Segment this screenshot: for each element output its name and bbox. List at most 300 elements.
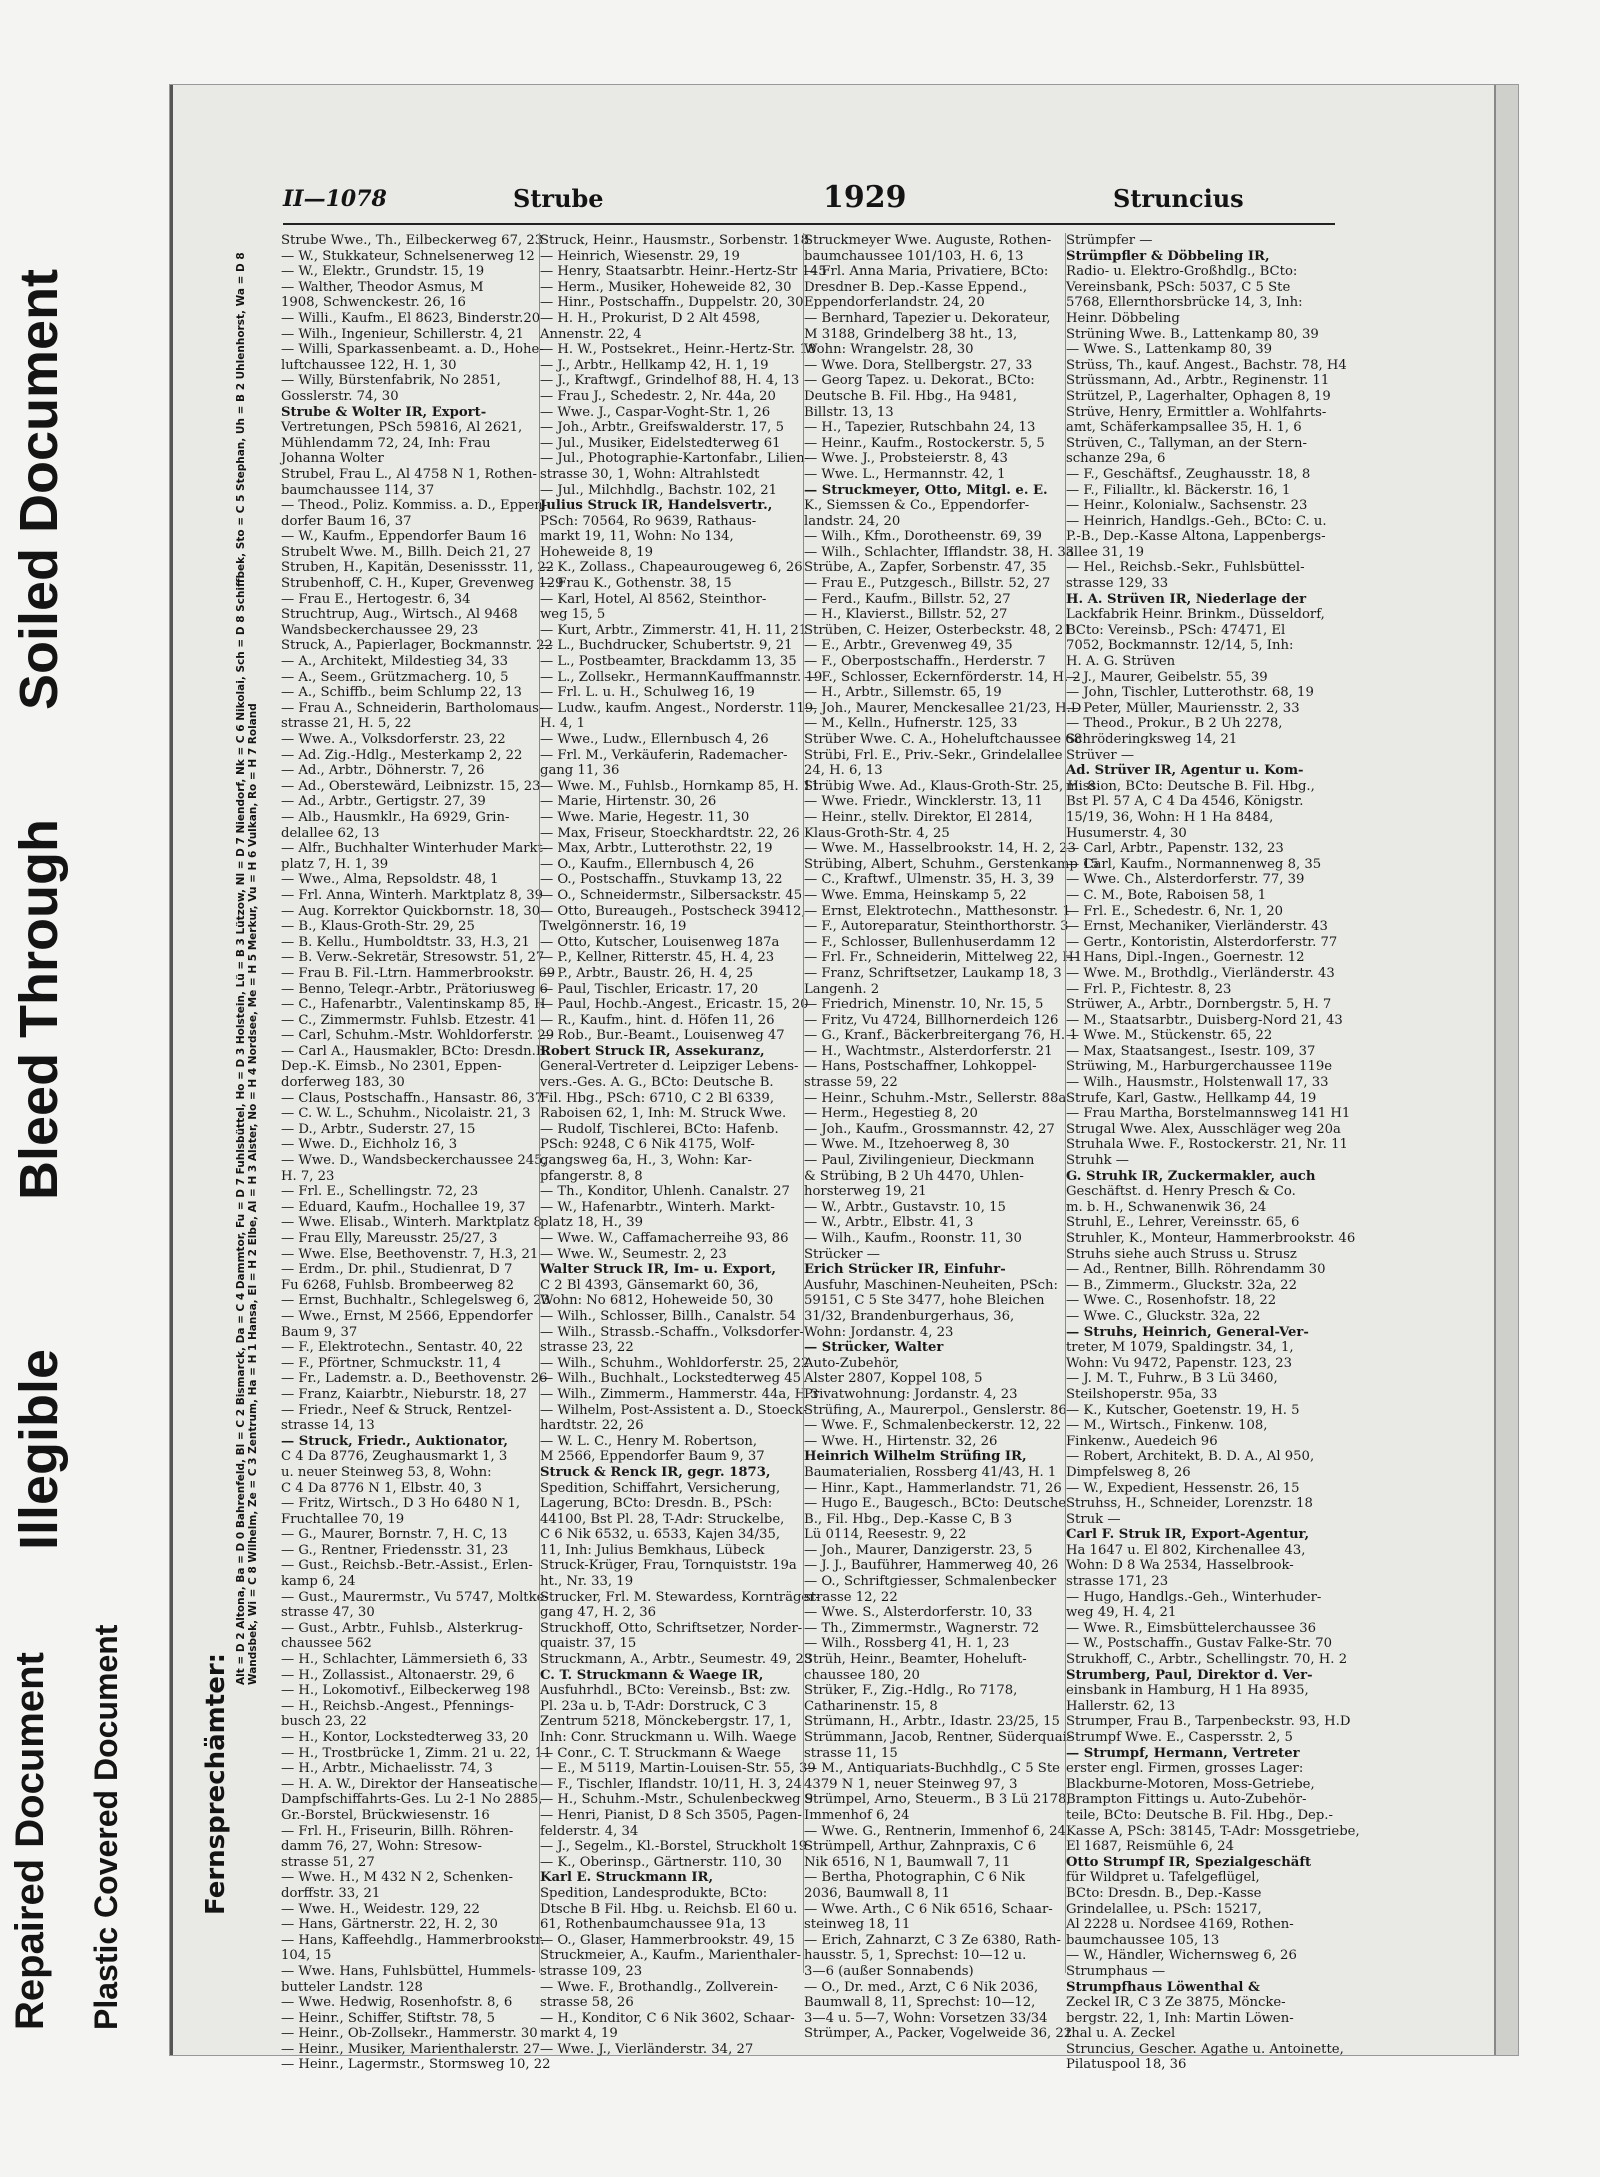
directory-entry: Brampton Fittings u. Auto-Zubehör-: [1066, 1792, 1307, 1808]
directory-entry: — W., Stukkateur, Schnelsenerweg 12: [281, 248, 535, 264]
directory-entry: 1908, Schwenckestr. 26, 16: [281, 295, 466, 311]
directory-entry: — Wwe. J., Caspar-Voght-Str. 1, 26: [540, 404, 771, 420]
directory-entry: — Erich, Zahnarzt, C 3 Ze 6380, Rath-: [804, 1932, 1061, 1948]
directory-entry: Julius Struck IR, Handelsvertr.,: [540, 498, 773, 514]
directory-entry: BCto: Vereinsb., PSch: 47471, El: [1066, 622, 1286, 638]
directory-entry: dorfer Baum 16, 37: [281, 513, 412, 529]
directory-entry: teile, BCto: Deutsche B. Fil. Hbg., Dep.-: [1066, 1807, 1333, 1823]
directory-entry: — Wwe. F., Brothandlg., Zollverein-: [540, 1979, 778, 1995]
directory-entry: — P., Kellner, Ritterstr. 45, H. 4, 23: [540, 950, 775, 966]
directory-entry: — Jul., Photographie-Kartonfabr., Lilien-: [540, 451, 810, 467]
directory-entry: — Max, Staatsangest., Isestr. 109, 37: [1066, 1043, 1316, 1059]
directory-entry: platz 7, H. 1, 39: [281, 856, 389, 872]
directory-entry: — H. A. W., Direktor der Hanseatische: [281, 1776, 538, 1792]
directory-entry: strasse 30, 1, Wohn: Altrahlstedt: [540, 466, 760, 482]
directory-entry: baumchaussee 114, 37: [281, 482, 435, 498]
directory-entry: — Carl A., Hausmakler, BCto: Dresdn.B.: [281, 1043, 550, 1059]
directory-entry: — Ad. Zig.-Hdlg., Mesterkamp 2, 22: [281, 747, 523, 763]
directory-entry: Struckmeier, A., Kaufm., Marienthaler-: [540, 1948, 801, 1964]
legend-secondary-labels: [88, 150, 158, 2030]
document-condition-legend: [0, 150, 170, 2030]
directory-entry: — Hel., Reichsb.-Sekr., Fuhlsbüttel-: [1066, 560, 1305, 576]
directory-entry: B., Fil. Hbg., Dep.-Kasse C, B 3: [804, 1511, 1013, 1527]
directory-entry: — Wwe. Hedwig, Rosenhofstr. 8, 6: [281, 1995, 513, 2011]
directory-entry: — Ernst, Elektrotechn., Matthesonstr. 1: [804, 903, 1071, 919]
directory-entry: 44100, Bst Pl. 28, T-Adr: Struckelbe,: [540, 1511, 785, 1527]
directory-entry: — Wwe. Marie, Hegestr. 11, 30: [540, 809, 750, 825]
directory-entry: — L., Buchdrucker, Schubertstr. 9, 21: [540, 638, 793, 654]
directory-entry: Heinr. Döbbeling: [1066, 310, 1180, 326]
directory-entry: — Frl. E., Schellingstr. 72, 23: [281, 1184, 479, 1200]
directory-entry: — Ad., Oberstewärd, Leibnizstr. 15, 23: [281, 778, 541, 794]
directory-entry: Strukhoff, C., Arbtr., Schellingstr. 70, H. 2: [1066, 1652, 1348, 1668]
directory-entry: — C. W. L., Schuhm., Nicolaistr. 21, 3: [281, 1106, 531, 1122]
directory-entry: — Wwe. S., Lattenkamp 80, 39: [1066, 342, 1273, 358]
directory-entry: — M., Staatsarbtr., Duisberg-Nord 21, 43: [1066, 1012, 1343, 1028]
directory-entry: strasse 11, 15: [804, 1745, 898, 1761]
directory-entry: — B., Zimmerm., Gluckstr. 32a, 22: [1066, 1277, 1297, 1293]
directory-entry: — Strumpf, Hermann, Vertreter: [1066, 1745, 1300, 1761]
directory-entry: — O., Schriftgiesser, Schmalenbecker: [804, 1574, 1057, 1590]
directory-entry: — Aug. Korrektor Quickbornstr. 18, 30: [281, 903, 541, 919]
directory-entry: — W. L. C., Henry M. Robertson,: [540, 1433, 758, 1449]
directory-entry: — Wwe. Elisab., Winterh. Marktplatz 8: [281, 1215, 542, 1231]
directory-entry: butteler Landstr. 128: [281, 1979, 423, 1995]
directory-entry: Pl. 23a u. b, T-Adr: Dorstruck, C 3: [540, 1698, 767, 1714]
directory-entry: Strufe, Karl, Gastw., Hellkamp 44, 19: [1066, 1090, 1317, 1106]
directory-entry: Al 2228 u. Nordsee 4169, Rothen-: [1066, 1917, 1294, 1933]
directory-entry: erster engl. Firmen, grosses Lager:: [1066, 1761, 1304, 1777]
directory-entry: — Ernst, Mechaniker, Vierländerstr. 43: [1066, 919, 1328, 935]
directory-entry: — Ad., Arbtr., Gertigstr. 27, 39: [281, 794, 486, 810]
page-edge: [1494, 85, 1518, 2055]
directory-entry: — H., Kontor, Lockstedterweg 33, 20: [281, 1730, 529, 1745]
directory-entry: Wohn: Wrangelstr. 28, 30: [804, 342, 974, 358]
directory-entry: — Alfr., Buchhalter Winterhuder Markt-: [281, 841, 548, 857]
directory-entry: — A., Schiffb., beim Schlump 22, 13: [281, 685, 522, 701]
directory-entry: — Wilh., Ingenieur, Schillerstr. 4, 21: [281, 326, 524, 342]
directory-entry: General-Vertreter d. Leipziger Lebens-: [540, 1059, 799, 1075]
directory-entry: gangsweg 6a, H., 3, Wohn: Kar-: [540, 1153, 752, 1169]
directory-entry: Schröderingksweg 14, 21: [1066, 732, 1238, 747]
directory-entry: — Wwe. Ch., Alsterdorferstr. 77, 39: [1066, 872, 1305, 888]
directory-entry: Strübi, Frl. E., Priv.-Sekr., Grindelallee: [804, 747, 1063, 763]
directory-entry: — H., Schuhm.-Mstr., Schulenbeckweg 9: [540, 1792, 814, 1808]
directory-entry: — Rob., Bur.-Beamt., Louisenweg 47: [540, 1028, 785, 1044]
directory-entry: felderstr. 4, 34: [540, 1823, 639, 1839]
directory-entry: hardtstr. 22, 26: [540, 1418, 644, 1434]
legend-primary-labels: [8, 150, 78, 2030]
directory-entry: Strümpell, Arthur, Zahnpraxis, C 6: [804, 1839, 1037, 1855]
directory-entry: — J. M. T., Fuhrw., B 3 Lü 3460,: [1066, 1371, 1278, 1387]
directory-entry: Strumberg, Paul, Direktor d. Ver-: [1066, 1667, 1313, 1683]
directory-entry: Baumaterialien, Rossberg 41/43, H. 1: [804, 1464, 1057, 1480]
directory-entry: Struk —: [1066, 1511, 1121, 1527]
directory-entry: M 3188, Grindelberg 38 ht., 13,: [804, 326, 1018, 342]
directory-entry: — Struckmeyer, Otto, Mitgl. e. E.: [804, 482, 1048, 498]
directory-entry: Langenh. 2: [804, 981, 880, 997]
directory-entry: Vertretungen, PSch 59816, Al 2621,: [281, 420, 523, 436]
directory-entry: ht., Nr. 33, 19: [540, 1574, 634, 1590]
directory-entry: Eppendorferlandstr. 24, 20: [804, 295, 985, 311]
directory-column-4: [1065, 233, 1360, 2073]
directory-entry: 3—4 u. 5—7, Wohn: Vorsetzen 33/34: [804, 2010, 1048, 2026]
directory-entry: — M., Antiquariats-Buchhdlg., C 5 Ste: [804, 1761, 1060, 1777]
directory-entry: — Max, Arbtr., Lutterothstr. 22, 19: [540, 841, 773, 857]
directory-entry: Kasse A, PSch: 38145, T-Adr: Mossgetriebe,: [1066, 1823, 1360, 1839]
directory-entry: markt 4, 19: [540, 2026, 618, 2042]
directory-entry: — Heinrich, Wiesenstr. 29, 19: [540, 248, 740, 264]
directory-entry: — Georg Tapez. u. Dekorat., BCto:: [804, 373, 1035, 389]
directory-entry: Strümpfler & Döbbeling IR,: [1066, 248, 1270, 264]
directory-entry: Strüh, Heinr., Beamter, Hoheluft-: [804, 1652, 1027, 1668]
directory-entry: — Struhs, Heinrich, General-Ver-: [1066, 1324, 1309, 1340]
directory-entry: — H. H., Prokurist, D 2 Alt 4598,: [540, 310, 761, 326]
directory-entry: Steilshoperstr. 95a, 33: [1066, 1386, 1218, 1402]
directory-entry: — P., Arbtr., Baustr. 26, H. 4, 25: [540, 965, 754, 981]
directory-entry: Strüwer, A., Arbtr., Dornbergstr. 5, H. 7: [1066, 997, 1332, 1013]
directory-entry: Robert Struck IR, Assekuranz,: [540, 1043, 765, 1059]
directory-entry: — Heinr., Lagermstr., Stormsweg 10, 22: [281, 2057, 551, 2073]
directory-entry: quaistr. 37, 15: [540, 1636, 637, 1652]
directory-entry: — Conr., C. T. Struckmann & Waege: [540, 1745, 781, 1761]
directory-entry: — F., Schlosser, Eckernförderstr. 14, H. 2: [804, 669, 1081, 685]
directory-entry: Strube Wwe., Th., Eilbeckerweg 67, 23: [281, 233, 544, 248]
directory-entry: — F., Tischler, Iflandstr. 10/11, H. 3, 24: [540, 1776, 802, 1792]
directory-entry: — W., Arbtr., Gustavstr. 10, 15: [804, 1199, 1006, 1215]
directory-entry: P.-B., Dep.-Kasse Altona, Lappenbergs-: [1066, 529, 1326, 545]
directory-entry: bergstr. 22, 1, Inh: Martin Löwen-: [1066, 2010, 1294, 2026]
directory-entry: Gosslerstr. 74, 30: [281, 388, 399, 404]
directory-entry: treter, M 1079, Spaldingstr. 34, 1,: [1066, 1340, 1294, 1356]
directory-entry: — Hinr., Postschaffn., Duppelstr. 20, 30: [540, 295, 804, 311]
directory-entry: — Otto, Kutscher, Louisenweg 187a: [540, 934, 780, 950]
directory-entry: — D., Arbtr., Suderstr. 27, 15: [281, 1121, 476, 1137]
directory-entry: Heinrich Wilhelm Strüfing IR,: [804, 1449, 1027, 1465]
directory-entry: — Franz, Schriftsetzer, Laukamp 18, 3: [804, 965, 1062, 981]
directory-entry: 61, Rothenbaumchaussee 91a, 13: [540, 1917, 766, 1933]
directory-entry: — Ferd., Kaufm., Billstr. 52, 27: [804, 591, 1011, 607]
directory-entry: Otto Strumpf IR, Spezialgeschäft: [1066, 1854, 1312, 1870]
directory-entry: — Herm., Musiker, Hoheweide 82, 30: [540, 279, 792, 295]
directory-entry: Strübig Wwe. Ad., Klaus-Groth-Str. 25, H. 8: [804, 778, 1096, 794]
directory-entry: Dtsche B Fil. Hbg. u. Reichsb. El 60 u.: [540, 1901, 798, 1917]
directory-entry: — Gust., Arbtr., Fuhlsb., Alsterkrug-: [281, 1620, 523, 1636]
directory-entry: — Frau K., Gothenstr. 38, 15: [540, 576, 732, 592]
directory-entry: — Theod., Prokur., B 2 Uh 2278,: [1066, 716, 1283, 732]
directory-entry: Dresdner B. Dep.-Kasse Eppend.,: [804, 279, 1028, 295]
directory-entry: — Paul, Zivilingenieur, Dieckmann: [804, 1153, 1035, 1169]
directory-entry: Ad. Strüver IR, Agentur u. Kom-: [1066, 763, 1304, 779]
directory-entry: Bst Pl. 57 A, C 4 Da 4546, Königstr.: [1066, 794, 1304, 810]
directory-entry: strasse 109, 23: [540, 1963, 643, 1979]
directory-entry: 11, Inh: Julius Bemkhaus, Lübeck: [540, 1542, 765, 1558]
directory-entry: — B. Kellu., Humboldtstr. 33, H.3, 21: [281, 934, 530, 950]
directory-entry: C. T. Struckmann & Waege IR,: [540, 1667, 764, 1683]
directory-entry: — Fr., Lademstr. a. D., Beethovenstr. 26: [281, 1371, 548, 1387]
directory-entry: — Fritz, Wirtsch., D 3 Ho 6480 N 1,: [281, 1496, 521, 1512]
directory-entry: — Wwe. Arth., C 6 Nik 6516, Schaar-: [804, 1901, 1053, 1917]
directory-entry: — O., Kaufm., Ellernbusch 4, 26: [540, 856, 755, 872]
directory-entry: strasse 59, 22: [804, 1075, 898, 1091]
directory-entry: — Wwe. Else, Beethovenstr. 7, H.3, 21: [281, 1246, 539, 1262]
directory-entry: — Max, Friseur, Stoeckhardtstr. 22, 26: [540, 825, 800, 841]
directory-entry: — F., Elektrotechn., Sentastr. 40, 22: [281, 1340, 524, 1356]
directory-entry: — Friedr., Neef & Struck, Rentzel-: [281, 1402, 512, 1418]
directory-entry: — Heinr., stellv. Direktor, El 2814,: [804, 809, 1033, 825]
directory-entry: Strucker, Frl. M. Stewardess, Kornträger-: [540, 1589, 820, 1605]
directory-entry: allee 31, 19: [1066, 544, 1145, 560]
directory-entry: Ha 1647 u. El 802, Kirchenallee 43,: [1066, 1542, 1306, 1558]
directory-entry: — Frl. E., Schedestr. 6, Nr. 1, 20: [1066, 903, 1284, 919]
directory-entry: — H., Trostbrücke 1, Zimm. 21 u. 22, 11: [281, 1745, 552, 1761]
directory-entry: & Strübing, B 2 Uh 4470, Uhlen-: [804, 1168, 1024, 1184]
directory-entry: Carl F. Struk IR, Export-Agentur,: [1066, 1527, 1310, 1543]
directory-entry: Strugal Wwe. Alex, Ausschläger weg 20a: [1066, 1121, 1341, 1137]
directory-entry: — M., Kelln., Hufnerstr. 125, 33: [804, 716, 1018, 732]
directory-entry: Erich Strücker IR, Einfuhr-: [804, 1262, 1006, 1278]
directory-entry: — Heinr., Kaufm., Rostockerstr. 5, 5: [804, 435, 1045, 451]
directory-entry: — Paul, Hochb.-Angest., Ericastr. 15, 20: [540, 997, 809, 1013]
directory-entry: Strützel, P., Lagerhalter, Ophagen 8, 19: [1066, 388, 1331, 404]
directory-entry: 15/19, 36, Wohn: H 1 Ha 8484,: [1066, 809, 1274, 825]
directory-entry: — J., Segelm., Kl.-Borstel, Struckholt 19: [540, 1839, 808, 1855]
directory-entry: — Joh., Maurer, Danzigerstr. 23, 5: [804, 1542, 1033, 1558]
directory-entry: — Karl, Hotel, Al 8562, Steinthor-: [540, 591, 767, 607]
directory-entry: — Henri, Pianist, D 8 Sch 3505, Pagen-: [540, 1807, 802, 1823]
directory-entry: Fu 6268, Fuhlsb. Brombeerweg 82: [281, 1277, 515, 1293]
directory-entry: — W., Elektr., Grundstr. 15, 19: [281, 264, 485, 280]
directory-entry: Inh: Conr. Struckmann u. Wilh. Waege: [540, 1730, 797, 1745]
directory-entry: — H., Lokomotivf., Eilbeckerweg 198: [281, 1683, 531, 1699]
directory-entry: Strubenhoff, C. H., Kuper, Grevenweg 129: [281, 576, 564, 592]
directory-entry: busch 23, 22: [281, 1714, 367, 1730]
directory-entry: El 1687, Reismühle 6, 24: [1066, 1839, 1234, 1855]
directory-entry: — Fritz, Vu 4724, Billhornerdeich 126: [804, 1012, 1059, 1028]
directory-entry: — J. J., Bauführer, Hammerweg 40, 26: [804, 1558, 1059, 1574]
directory-entry: Strüber Wwe. C. A., Hoheluftchaussee 68: [804, 732, 1082, 747]
directory-entry: — Wilh., Buchhalt., Lockstedterweg 45: [540, 1371, 802, 1387]
directory-entry: — Hugo E., Baugesch., BCto: Deutsche: [804, 1496, 1067, 1512]
directory-entry: — Frau J., Schedestr. 2, Nr. 44a, 20: [540, 388, 776, 404]
directory-entry: — Gust., Maurermstr., Vu 5747, Moltke-: [281, 1589, 549, 1605]
directory-entry: — Joh., Arbtr., Greifswalderstr. 17, 5: [540, 420, 784, 436]
directory-entry: — Joh., Kaufm., Grossmannstr. 42, 27: [804, 1121, 1055, 1137]
directory-entry: schanze 29a, 6: [1066, 451, 1166, 467]
directory-entry: Spedition, Landesprodukte, BCto:: [540, 1885, 768, 1901]
directory-entry: Wandsbeckerchaussee 29, 23: [281, 622, 479, 638]
directory-entry: — Benno, Teleqr.-Arbtr., Prätoriusweg 6: [281, 981, 548, 997]
directory-entry: — Alb., Hausmklr., Ha 6929, Grin-: [281, 809, 510, 825]
directory-entry: — Wwe. Dora, Stellbergstr. 27, 33: [804, 357, 1033, 373]
directory-entry: Strüssmann, Ad., Arbtr., Reginenstr. 11: [1066, 373, 1330, 389]
directory-entry: — Willy, Bürstenfabrik, No 2851,: [281, 373, 501, 389]
directory-entry: Strüning Wwe. B., Lattenkamp 80, 39: [1066, 326, 1319, 342]
directory-entry: Nik 6516, N 1, Baumwall 7, 11: [804, 1854, 1011, 1870]
directory-entry: — Frau B. Fil.-Ltrn. Hammerbrookstr. 69: [281, 965, 556, 981]
directory-entry: — Carl, Kaufm., Normannenweg 8, 35: [1066, 856, 1322, 872]
directory-entry: vers.-Ges. A. G., BCto: Deutsche B.: [540, 1075, 774, 1091]
directory-entry: Pilatuspool 18, 36: [1066, 2057, 1187, 2073]
directory-entry: — Frau Elly, Mareusstr. 25/27, 3: [281, 1231, 498, 1246]
legend-label-plastic-covered: Plastic Covered Document: [88, 1624, 124, 2030]
directory-entry: Dep.-K. Eimsb., No 2301, Eppen-: [281, 1059, 502, 1075]
directory-entry: — Erdm., Dr. phil., Studienrat, D 7: [281, 1262, 513, 1278]
directory-entry: — F., Autoreparatur, Steinthorthorstr. 3: [804, 919, 1069, 935]
directory-entry: 2036, Baumwall 8, 11: [804, 1885, 950, 1901]
directory-entry: — G., Rentner, Friedensstr. 31, 23: [281, 1542, 509, 1558]
directory-entry: Strubel, Frau L., Al 4758 N 1, Rothen-: [281, 466, 537, 482]
directory-entry: — Wwe. M., Stückenstr. 65, 22: [1066, 1028, 1273, 1044]
directory-entry: — Kurt, Arbtr., Zimmerstr. 41, H. 11, 21: [540, 622, 808, 638]
directory-entry: Ausfuhrhdl., BCto: Vereinsb., Bst: zw.: [540, 1683, 791, 1699]
directory-entry: — Heinr., Musiker, Marienthalerstr. 27: [281, 2041, 541, 2057]
directory-entry: pfangerstr. 8, 8: [540, 1168, 643, 1184]
directory-entry: baumchaussee 101/103, H. 6, 13: [804, 248, 1024, 264]
directory-entry: — H., Konditor, C 6 Nik 3602, Schaar-: [540, 2010, 795, 2026]
directory-entry: BCto: Dresdn. B., Dep.-Kasse: [1066, 1885, 1262, 1901]
directory-entry: — Wwe. G., Rentnerin, Immenhof 6, 24: [804, 1823, 1066, 1839]
directory-entry: — Wilh., Strassb.-Schaffn., Volksdorfer-: [540, 1324, 804, 1340]
directory-entry: — Bertha, Photographin, C 6 Nik: [804, 1870, 1026, 1886]
directory-entry: landstr. 24, 20: [804, 513, 901, 529]
directory-entry: — Gust., Reichsb.-Betr.-Assist., Erlen-: [281, 1558, 533, 1574]
telephone-exchange-key: [195, 235, 259, 1915]
directory-entry: — Hugo, Handlgs.-Geh., Winterhuder-: [1066, 1589, 1322, 1605]
directory-entry: strasse 47, 30: [281, 1605, 375, 1621]
directory-entry: Strücker —: [804, 1246, 880, 1262]
directory-entry: — W., Hafenarbtr., Winterh. Markt-: [540, 1199, 775, 1215]
directory-entry: Wohn: No 6812, Hoheweide 50, 30: [540, 1293, 774, 1309]
directory-entry: — Heinr., Schuhm.-Mstr., Sellerstr. 88a: [804, 1090, 1067, 1106]
directory-entry: steinweg 18, 11: [804, 1917, 911, 1933]
directory-entry: — Wwe. H., Hirtenstr. 32, 26: [804, 1433, 998, 1449]
directory-entry: luftchaussee 122, H. 1, 30: [281, 357, 457, 373]
directory-entry: — Theod., Poliz. Kommiss. a. D., Eppen-: [281, 498, 548, 514]
directory-entry: — J., Maurer, Geibelstr. 55, 39: [1066, 669, 1268, 685]
directory-entry: — Heinr., Schiffer, Stiftstr. 78, 5: [281, 2010, 495, 2026]
header-last-entry: Struncius: [1113, 184, 1244, 213]
directory-entry: Struhler, K., Monteur, Hammerbrookstr. 46: [1066, 1231, 1356, 1246]
directory-entry: Strüwing, M., Harburgerchaussee 119e: [1066, 1059, 1333, 1075]
directory-entry: weg 49, H. 4, 21: [1066, 1605, 1177, 1621]
directory-entry: strasse 58, 26: [540, 1995, 634, 2011]
header-first-entry: Strube: [513, 184, 604, 213]
directory-entry: Fruchtallee 70, 19: [281, 1511, 405, 1527]
directory-entry: — Wilh., Kaufm., Roonstr. 11, 30: [804, 1231, 1022, 1246]
directory-entry: — Wilh., Hausmstr., Holstenwall 17, 33: [1066, 1075, 1329, 1091]
directory-entry: — Ernst, Buchhaltr., Schlegelsweg 6, 23: [281, 1293, 551, 1309]
directory-entry: — Hans, Postschaffner, Lohkoppel-: [804, 1059, 1037, 1075]
directory-entry: — G., Kranf., Bäckerbreitergang 76, H. 1: [804, 1028, 1078, 1044]
directory-entry: — Hans, Gärtnerstr. 22, H. 2, 30: [281, 1917, 498, 1933]
directory-entry: — H. W., Postsekret., Heinr.-Hertz-Str. 18: [540, 342, 817, 358]
directory-entry: — Heinrich, Handlgs.-Geh., BCto: C. u.: [1066, 513, 1327, 529]
directory-entry: — Frau E., Putzgesch., Billstr. 52, 27: [804, 576, 1051, 592]
directory-entry: Strumphaus —: [1066, 1963, 1166, 1979]
directory-entry: — Wilhelm, Post-Assistent a. D., Stoeck-: [540, 1402, 808, 1418]
directory-entry: Zeckel IR, C 3 Ze 3875, Möncke-: [1066, 1995, 1286, 2011]
directory-entry: Strumpf Wwe. E., Caspersstr. 2, 5: [1066, 1730, 1293, 1745]
directory-entry: strasse 21, H. 5, 22: [281, 716, 412, 732]
directory-entry: — H., Reichsb.-Angest., Pfennings-: [281, 1698, 514, 1714]
directory-entry: Struck & Renck IR, gegr. 1873,: [540, 1464, 771, 1480]
directory-entry: — Wwe., Alma, Repsoldstr. 48, 1: [281, 872, 499, 888]
directory-entry: Baumwall 8, 11, Sprechst: 10—12,: [804, 1995, 1036, 2011]
directory-entry: Wohn: Vu 9472, Papenstr. 123, 23: [1066, 1355, 1293, 1371]
directory-entry: — Frl. L. u. H., Schulweg 16, 19: [540, 685, 755, 701]
directory-entry: — H., Arbtr., Michaelisstr. 74, 3: [281, 1761, 493, 1777]
directory-entry: damm 76, 27, Wohn: Stresow-: [281, 1839, 482, 1855]
directory-entry: — Wwe. L., Hermannstr. 42, 1: [804, 466, 1006, 482]
directory-entry: 31/32, Brandenburgerhaus, 36,: [804, 1308, 1015, 1324]
directory-entry: Twelgönnerstr. 16, 19: [540, 919, 687, 935]
directory-entry: — Jul., Musiker, Eidelstedterweg 61: [540, 435, 781, 451]
directory-entry: 3—6 (außer Sonnabends): [804, 1963, 974, 1979]
directory-entry: — Wwe. F., Schmalenbeckerstr. 12, 22: [804, 1418, 1061, 1434]
directory-entry: Struben, H., Kapitän, Desenissstr. 11, 22: [281, 560, 555, 576]
directory-entry: Baum 9, 37: [281, 1324, 358, 1340]
directory-entry: — Strücker, Walter: [804, 1340, 944, 1356]
directory-entry: Catharinenstr. 15, 8: [804, 1698, 938, 1714]
directory-entry: Privatwohnung: Jordanstr. 4, 23: [804, 1386, 1018, 1402]
directory-entry: — A., Architekt, Mildestieg 34, 33: [281, 654, 509, 670]
directory-entry: — O., Dr. med., Arzt, C 6 Nik 2036,: [804, 1979, 1039, 1995]
directory-entry: — Jul., Milchhdlg., Bachstr. 102, 21: [540, 482, 778, 498]
directory-entry: — Ad., Rentner, Billh. Röhrendamm 30: [1066, 1262, 1326, 1278]
directory-entry: 5768, Ellernthorsbrücke 14, 3, Inh:: [1066, 295, 1303, 311]
directory-entry: delallee 62, 13: [281, 825, 380, 841]
directory-entry: Strümper, A., Packer, Vogelweide 36, 22: [804, 2026, 1073, 2042]
directory-entry: Struchtrup, Aug., Wirtsch., Al 9468: [281, 607, 518, 623]
directory-entry: weg 15, 5: [540, 607, 606, 623]
directory-entry: Deutsche B. Fil. Hbg., Ha 9481,: [804, 388, 1018, 404]
directory-entry: — Willi., Kaufm., El 8623, Binderstr.20: [281, 310, 541, 326]
directory-entry: — Wilh., Zimmerm., Hammerstr. 44a, H 3: [540, 1386, 819, 1402]
directory-entry: Struhk —: [1066, 1153, 1129, 1169]
directory-entry: für Wildpret u. Tafelgeflügel,: [1066, 1870, 1260, 1886]
directory-entry: Hallerstr. 62, 13: [1066, 1698, 1176, 1714]
directory-entry: Strümmann, Jacob, Rentner, Süderquai-: [804, 1730, 1072, 1745]
directory-entry: Strübing, Albert, Schuhm., Gerstenkamp 15: [804, 856, 1099, 872]
directory-entry: — Franz, Kaiarbtr., Nieburstr. 18, 27: [281, 1386, 527, 1402]
directory-entry: — Wwe. H., M 432 N 2, Schenken-: [281, 1870, 514, 1886]
directory-entry: — E., M 5119, Martin-Louisen-Str. 55, 39: [540, 1761, 816, 1777]
directory-entry: — L., Postbeamter, Brackdamm 13, 35: [540, 654, 797, 670]
directory-entry: — Wwe. W., Seumestr. 2, 23: [540, 1246, 727, 1262]
directory-entry: Struck, A., Papierlager, Bockmannstr. 22: [281, 638, 553, 654]
directory-entry: Hoheweide 8, 19: [540, 544, 654, 560]
directory-entry: mission, BCto: Deutsche B. Fil. Hbg.,: [1066, 778, 1315, 794]
directory-entry: — Wilh., Rossberg 41, H. 1, 23: [804, 1636, 1010, 1652]
directory-entry: — Wilh., Schlosser, Billh., Canalstr. 54: [540, 1308, 796, 1324]
directory-entry: Mühlendamm 72, 24, Inh: Frau: [281, 435, 491, 451]
directory-entry: strasse 171, 23: [1066, 1574, 1169, 1590]
directory-entry: Struhss, H., Schneider, Lorenzstr. 18: [1066, 1496, 1313, 1512]
directory-entry: Wohn: D 8 Wa 2534, Hasselbrook-: [1066, 1558, 1294, 1574]
directory-entry: Karl E. Struckmann IR,: [540, 1870, 714, 1886]
directory-entry: Lü 0114, Reesestr. 9, 22: [804, 1527, 967, 1543]
directory-entry: PSch: 70564, Ro 9639, Rathaus-: [540, 513, 757, 529]
directory-entry: — H., Schlachter, Lämmersieth 6, 33: [281, 1652, 528, 1668]
directory-entry: Dimpfelsweg 8, 26: [1066, 1464, 1191, 1480]
directory-entry: — B. Verw.-Sekretär, Stresowstr. 51, 27: [281, 950, 545, 966]
directory-entry: 4379 N 1, neuer Steinweg 97, 3: [804, 1776, 1018, 1792]
directory-entry: — Wwe. M., Brothdlg., Vierländerstr. 43: [1066, 965, 1335, 981]
directory-entry: Finkenw., Auedeich 96: [1066, 1433, 1218, 1449]
directory-entry: Strumper, Frau B., Tarpenbeckstr. 93, H.D: [1066, 1714, 1351, 1730]
directory-entry: — M., Wirtsch., Finkenw. 108,: [1066, 1418, 1268, 1434]
